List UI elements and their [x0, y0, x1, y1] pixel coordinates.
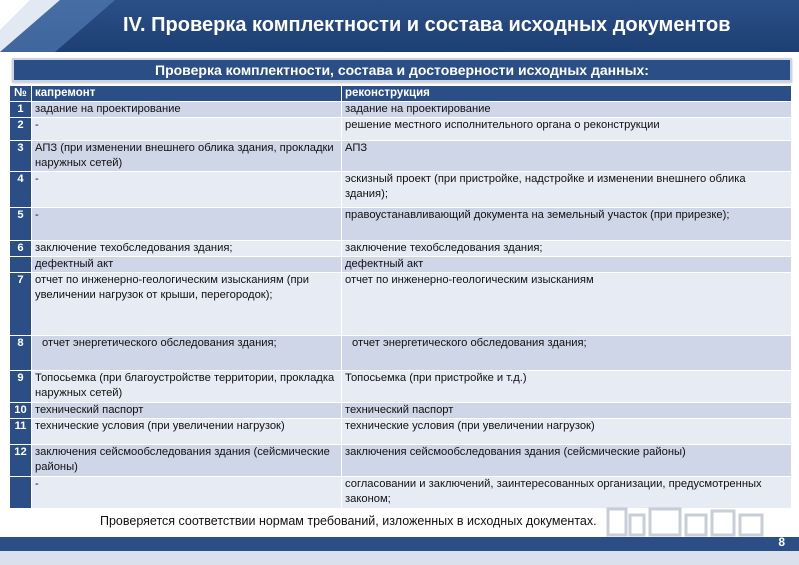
table-row — [10, 445, 792, 477]
documents-table — [9, 85, 792, 509]
reconstruction-cell: решение местного исполнительного органа о реконструкции — [342, 118, 792, 141]
capital-repair-cell: заключения сейсмообследования здания (сейсмические районы) — [32, 445, 342, 477]
capital-repair-cell: - — [32, 118, 342, 141]
table-row — [10, 241, 792, 257]
row-number: 5 — [10, 208, 32, 241]
column-header-capital-repair: капремонт — [32, 86, 342, 102]
capital-repair-cell: дефектный акт — [32, 257, 342, 273]
table-row — [10, 336, 792, 371]
reconstruction-cell: Топосьемка (при пристройке и т.д.) — [342, 371, 792, 403]
table-row — [10, 273, 792, 336]
watermark-logo-icon — [606, 505, 766, 539]
capital-repair-cell: - — [32, 172, 342, 208]
table-row — [10, 371, 792, 403]
row-number: 6 — [10, 241, 32, 257]
row-number — [10, 257, 32, 273]
row-number: 9 — [10, 371, 32, 403]
reconstruction-cell: технические условия (при увеличении нагрузок) — [342, 419, 792, 445]
reconstruction-cell: отчет по инженерно-геологическим изысканиям — [342, 273, 792, 336]
table-row — [10, 257, 792, 273]
row-number — [10, 477, 32, 509]
reconstruction-cell: правоустанавливающий документа на земельный участок (при прирезке); — [342, 208, 792, 241]
table-row — [10, 208, 792, 241]
row-number: 2 — [10, 118, 32, 141]
table-row — [10, 141, 792, 172]
table-row — [10, 403, 792, 419]
reconstruction-cell: заключения сейсмообследования здания (сейсмические районы) — [342, 445, 792, 477]
row-number: 11 — [10, 419, 32, 445]
table-row — [10, 419, 792, 445]
row-number: 8 — [10, 336, 32, 371]
section-subtitle: Проверка комплектности, состава и достоверности исходных данных: — [12, 58, 792, 82]
row-number: 10 — [10, 403, 32, 419]
capital-repair-cell: технические условия (при увеличении нагрузок) — [32, 419, 342, 445]
capital-repair-cell: - — [32, 208, 342, 241]
row-number: 1 — [10, 102, 32, 118]
reconstruction-cell: АПЗ — [342, 141, 792, 172]
footer-note: Проверяется соответствии нормам требований, изложенных в исходных документах. — [100, 514, 597, 528]
table-row — [10, 118, 792, 141]
row-number: 7 — [10, 273, 32, 336]
row-number: 3 — [10, 141, 32, 172]
bottom-bar — [0, 537, 799, 551]
capital-repair-cell: - — [32, 477, 342, 509]
table-row — [10, 172, 792, 208]
capital-repair-cell: отчет по инженерно-геологическим изысканиям (при увеличении нагрузок от крыши, перегородок); — [32, 273, 342, 336]
table-header-row — [10, 86, 792, 102]
row-number: 4 — [10, 172, 32, 208]
reconstruction-cell: технический паспорт — [342, 403, 792, 419]
reconstruction-cell: отчет энергетического обследования здания; — [342, 336, 792, 371]
page-title: IV. Проверка комплектности и состава исходных документов — [123, 14, 731, 36]
capital-repair-cell: АПЗ (при изменении внешнего облика здания, прокладки наружных сетей) — [32, 141, 342, 172]
capital-repair-cell: заключение техобследования здания; — [32, 241, 342, 257]
reconstruction-cell: согласовании и заключений, заинтересованных организации, предусмотренных законом; — [342, 477, 792, 509]
capital-repair-cell: Топосьемка (при благоустройстве территории, прокладка наружных сетей) — [32, 371, 342, 403]
table-row — [10, 477, 792, 509]
reconstruction-cell: задание на проектирование — [342, 102, 792, 118]
capital-repair-cell: технический паспорт — [32, 403, 342, 419]
bottom-strip — [0, 551, 799, 565]
column-header-number: № — [10, 86, 32, 102]
reconstruction-cell: заключение техобследования здания; — [342, 241, 792, 257]
column-header-reconstruction: реконструкция — [342, 86, 792, 102]
header-bar — [0, 0, 799, 52]
reconstruction-cell: дефектный акт — [342, 257, 792, 273]
capital-repair-cell: задание на проектирование — [32, 102, 342, 118]
page-number: 8 — [778, 535, 785, 549]
table-row — [10, 102, 792, 118]
capital-repair-cell: отчет энергетического обследования здания; — [32, 336, 342, 371]
reconstruction-cell: эскизный проект (при пристройке, надстройке и изменении внешнего облика здания); — [342, 172, 792, 208]
row-number: 12 — [10, 445, 32, 477]
